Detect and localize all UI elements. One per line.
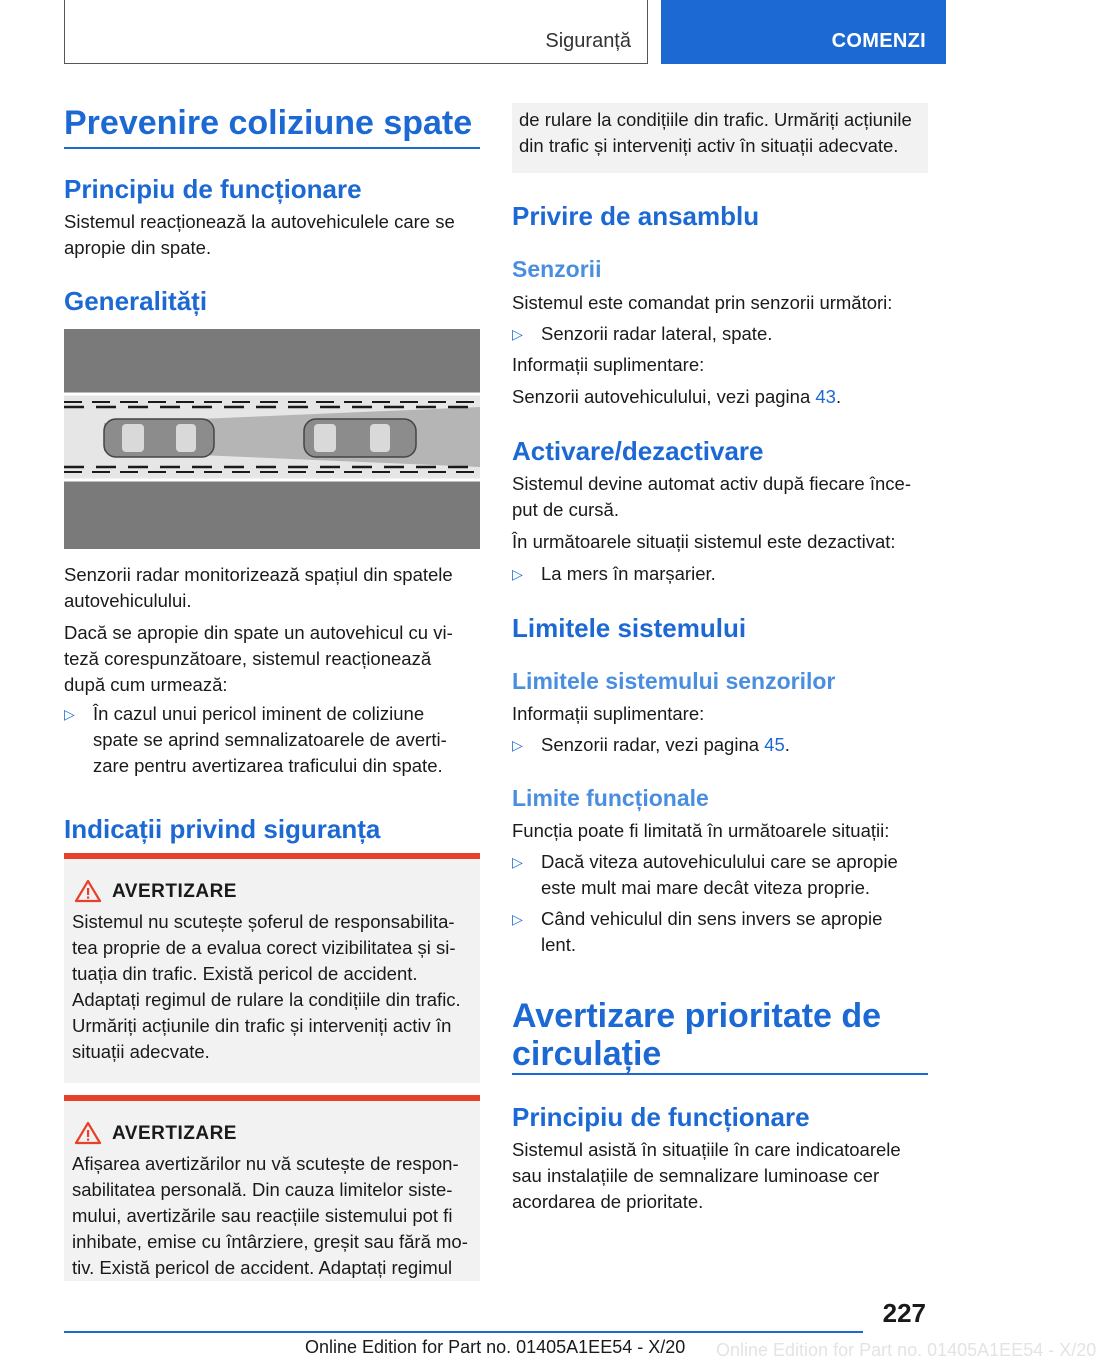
- section-tab[interactable]: [64, 0, 648, 64]
- info-label-2: Informații suplimentare:: [512, 703, 705, 724]
- warning-triangle-icon: [74, 879, 102, 908]
- principle-text: Sistemul reacționează la autovehiculele care se apropie din spate.: [64, 211, 455, 258]
- warning-box-1: [64, 859, 480, 1083]
- sensors-text: Sistemul este comandat prin senzorii următori:: [512, 292, 893, 313]
- func-limits-text: Funcția poate fi limitată în următoarele situații:: [512, 820, 890, 841]
- func-limits-bullet-2: ▷ Când vehiculul din sens invers se apropie lent.: [512, 908, 883, 955]
- principle-heading: Principiu de funcționare: [64, 174, 362, 204]
- page-link-45[interactable]: 45: [764, 734, 785, 755]
- warning-text: Sistemul nu scutește șoferul de responsabilita- tea proprie de a evalua corect vizibilitatea și si- tuația din trafic. Există pericol de accident. Adaptați regimul de rulare la condițiile din trafic. Urmăriți acțiunile din trafic și interveniți activ în situații adecvate.: [72, 911, 461, 1062]
- warning-title: AVERTIZARE: [112, 881, 237, 902]
- safety-heading: Indicații privind siguranța: [64, 814, 381, 844]
- priority-text: Sistemul asistă în situațiile în care indicatoarele sau instalațiile de semnalizare luminoase cer acordarea de prioritate.: [512, 1139, 901, 1212]
- sensors-bullet: ▷ Senzorii radar lateral, spate.: [512, 321, 772, 347]
- sensor-limits-heading: Limitele sistemului senzorilor: [512, 668, 836, 694]
- title-rule: [64, 147, 480, 149]
- footer-rule: [64, 1331, 863, 1333]
- deactivation-bullet: ▷ La mers în marșarier.: [512, 561, 716, 587]
- watermark: Online Edition for Part no. 01405A1EE54 - X/20: [716, 1340, 1096, 1360]
- section-tab-label: Siguranță: [545, 30, 631, 52]
- info-label: Informații suplimentare:: [512, 354, 705, 375]
- sensors-reference: Senzorii autovehiculului, vezi pagina 43.: [512, 386, 842, 407]
- page-link-43[interactable]: 43: [815, 386, 836, 407]
- rear-car-icon: [104, 419, 214, 457]
- radar-diagram: [64, 329, 480, 549]
- sensors-heading: Senzorii: [512, 256, 602, 282]
- activation-heading: Activare/dezactivare: [512, 436, 764, 466]
- func-limits-bullet-1: ▷ Dacă viteza autovehiculului care se apropie este mult mai mare decât viteza proprie.: [512, 851, 898, 898]
- commands-tab[interactable]: [661, 0, 946, 64]
- priority-title: Avertizare prioritate de circulație: [512, 997, 882, 1073]
- radar-reference: ▷ Senzorii radar, vezi pagina 45.: [512, 732, 790, 758]
- page-number: 227: [882, 1298, 926, 1328]
- triangle-right-icon: ▷: [64, 706, 75, 722]
- triangle-right-icon: ▷: [512, 326, 523, 342]
- func-limits-heading: Limite funcționale: [512, 785, 709, 811]
- general-paragraph-1: Senzorii radar monitorizează spațiul din spatele autovehiculului.: [64, 564, 453, 611]
- warning-box-2: [64, 1101, 480, 1281]
- warning-triangle-icon: [74, 1121, 102, 1150]
- general-heading: Generalități: [64, 286, 208, 316]
- triangle-right-icon: ▷: [512, 566, 523, 582]
- warning-text: Afișarea avertizărilor nu vă scutește de respon- sabilitatea personală. Din cauza limitelor siste- mului, avertizările sau reacțiile sistemului pot fi inhibate, emise cu întârziere, greșit sau fără mo- tiv. Există pericol de accident. Adaptați regimul: [72, 1153, 468, 1278]
- warning-title: AVERTIZARE: [112, 1123, 237, 1144]
- overview-heading: Privire de ansamblu: [512, 201, 760, 231]
- warning-box-continued: [512, 103, 928, 173]
- edition-text: Online Edition for Part no. 01405A1EE54 - X/20: [305, 1337, 686, 1357]
- general-bullet: ▷ În cazul unui pericol iminent de coliziune spate se aprind semnalizatoarele de averti- zare pentru avertizarea traficului din spate.: [64, 703, 447, 776]
- commands-tab-label: COMENZI: [831, 30, 926, 52]
- priority-principle-heading: Principiu de funcționare: [512, 1102, 810, 1132]
- front-car-icon: [304, 419, 416, 457]
- limits-heading: Limitele sistemului: [512, 613, 747, 643]
- priority-title-rule: [512, 1073, 928, 1075]
- triangle-right-icon: ▷: [512, 737, 523, 753]
- triangle-right-icon: ▷: [512, 911, 523, 927]
- triangle-right-icon: ▷: [512, 854, 523, 870]
- activation-text: Sistemul devine automat activ după fiecare înce- put de cursă.: [512, 473, 911, 520]
- deactivation-text: În următoarele situații sistemul este dezactivat:: [512, 531, 896, 552]
- warning-text: de rulare la condițiile din trafic. Urmăriți acțiunile din trafic și interveniți activ în situații adecvate.: [519, 109, 912, 156]
- general-paragraph-2: Dacă se apropie din spate un autovehicul cu vi- teză corespunzătoare, sistemul reacționează după cum urmează:: [64, 622, 453, 695]
- page-title: Prevenire coliziune spate: [64, 104, 473, 142]
